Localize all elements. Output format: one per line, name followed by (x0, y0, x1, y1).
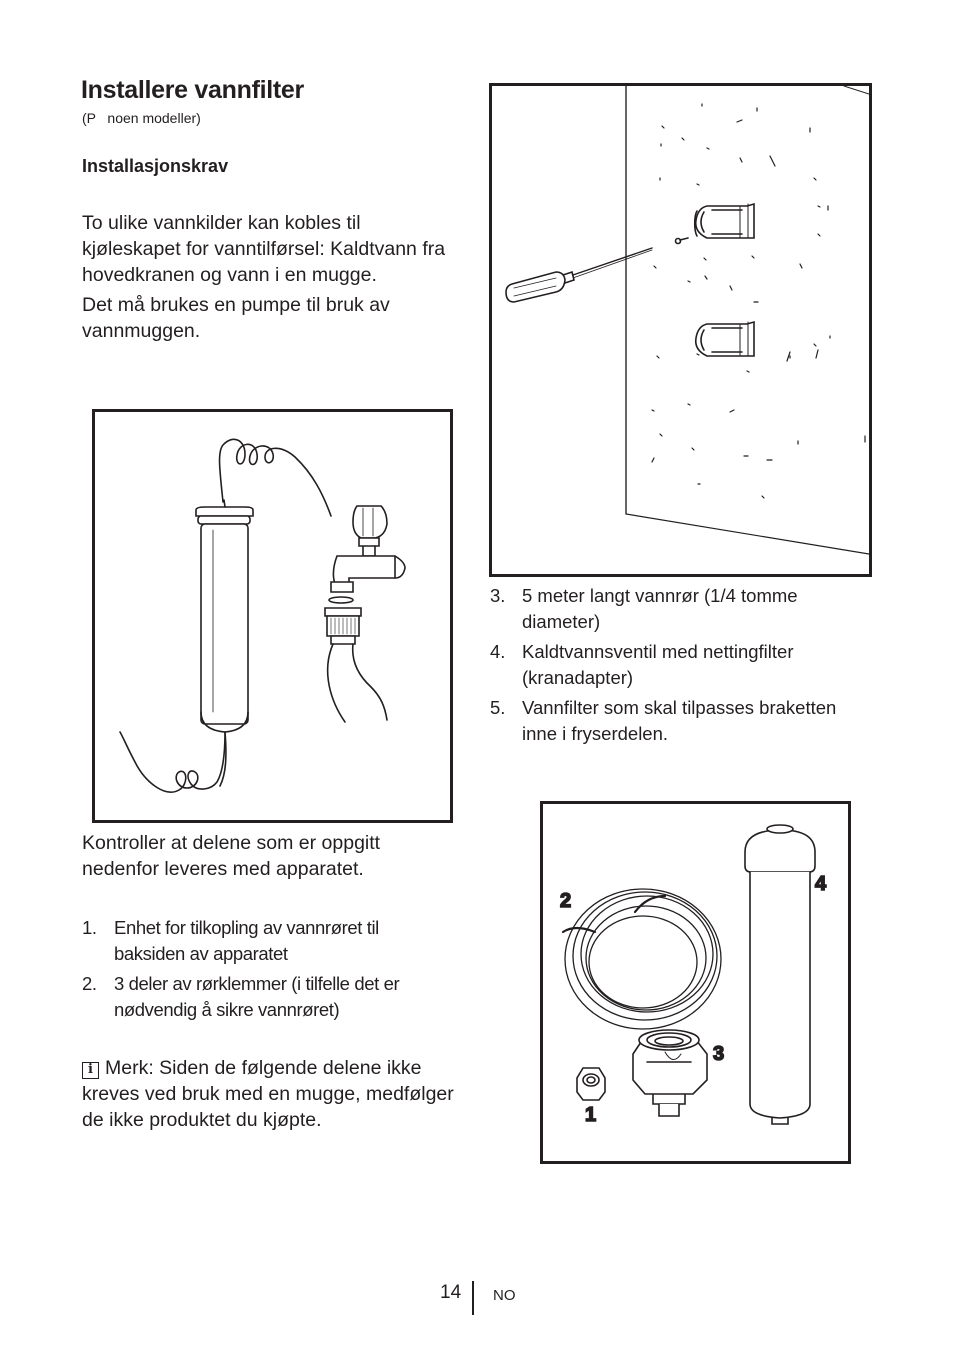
pump-paragraph: Det må brukes en pumpe til bruk av vannmuggen. (82, 294, 390, 342)
list-number: 1. (82, 917, 97, 938)
info-icon: i (82, 1062, 99, 1079)
part-label-1: 1 (585, 1104, 597, 1126)
part-label-3: 3 (713, 1043, 725, 1065)
parts-list-left (82, 915, 442, 1027)
parts-list-right (490, 583, 870, 751)
list-item (82, 915, 442, 967)
list-text: 3 deler av rørklemmer (i tilfelle det er nødvendig å sikre vannrøret) (114, 973, 400, 1020)
list-text: Vannfilter som skal tilpasses braketten inne i fryserdelen. (522, 697, 837, 744)
list-text: Kaldtvannsventil med nettingfilter (kranadapter) (522, 641, 794, 688)
part-label-2: 2 (560, 890, 572, 912)
part-label-4: 4 (815, 873, 827, 895)
section-heading: Installasjonskrav (82, 156, 229, 176)
list-number: 5. (490, 697, 506, 718)
list-item (82, 971, 442, 1023)
list-text: 5 meter langt vannrør (1/4 tomme diameter) (522, 585, 798, 632)
footer-divider (472, 1281, 474, 1315)
list-item (490, 695, 870, 747)
intro-paragraph: To ulike vannkilder kan kobles til kjøleskapet for vanntilførsel: Kaldtvann fra hovedkranen og vann i en mugge. (82, 212, 446, 286)
language-code: NO (493, 1287, 516, 1304)
list-number: 2. (82, 973, 97, 994)
page-number: 14 (440, 1282, 462, 1303)
clip-mounting-illustration (489, 83, 872, 577)
check-parts-paragraph: Kontroller at delene som er oppgitt nedenfor leveres med apparatet. (82, 832, 381, 880)
note-text: Merk: Siden de følgende delene ikke kreves ved bruk med en mugge, medfølger de ikke produktet du kjøpte. (82, 1057, 454, 1131)
note-block (82, 1055, 462, 1133)
parts-illustration (540, 801, 851, 1164)
list-item (490, 639, 870, 691)
list-number: 4. (490, 641, 506, 662)
page-subtitle: (P noen modeller) (82, 110, 201, 126)
list-text: Enhet for tilkopling av vannrøret til baksiden av apparatet (114, 917, 379, 964)
list-item (490, 583, 870, 635)
filter-tap-illustration (92, 409, 453, 823)
page-title: Installere vannfilter (81, 76, 304, 104)
list-number: 3. (490, 585, 506, 606)
